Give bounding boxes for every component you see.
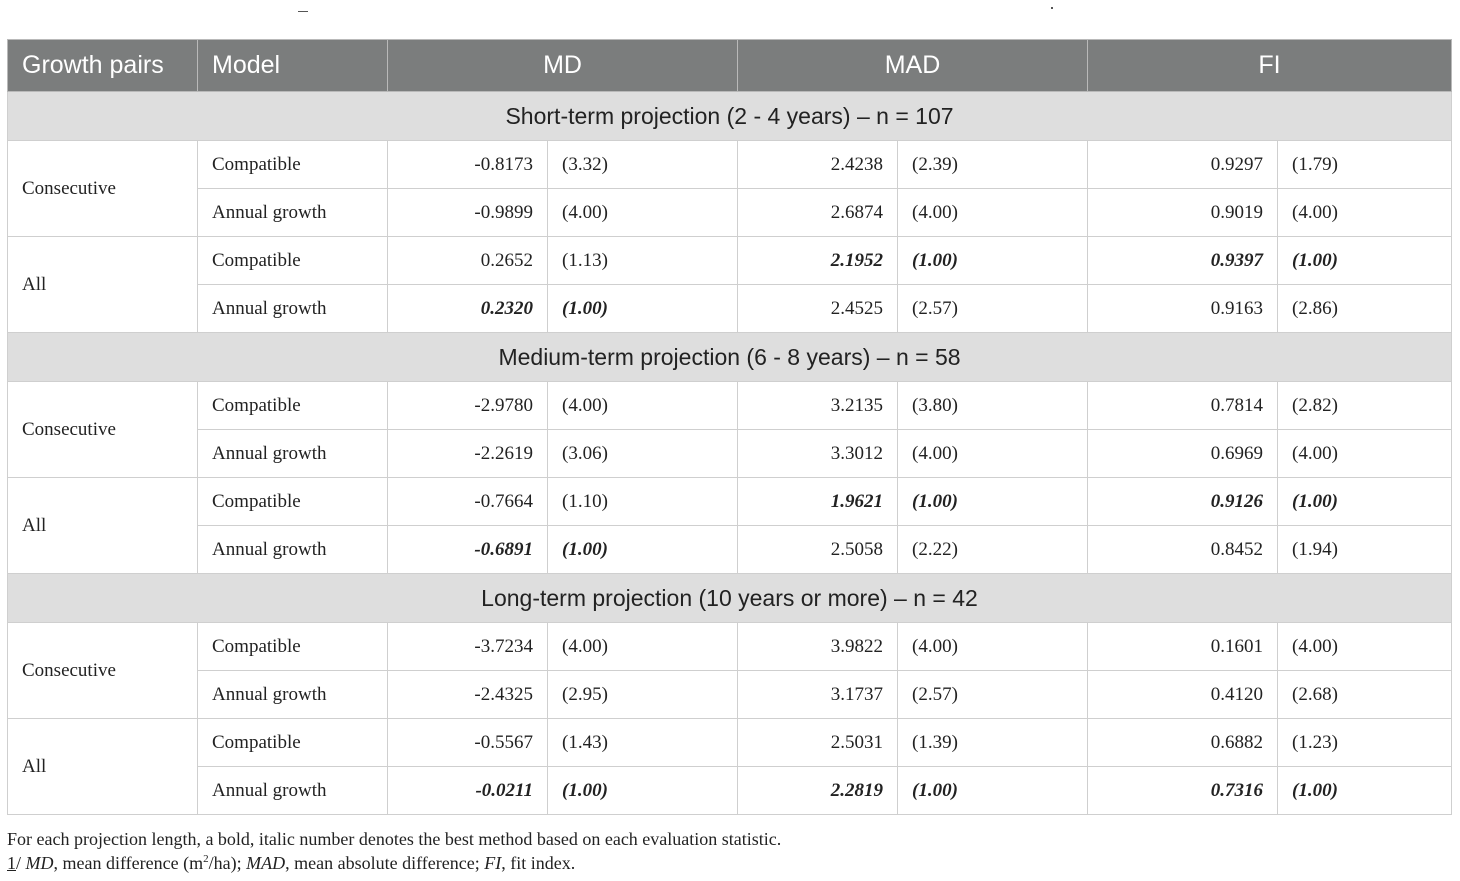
note-md-text: , mean difference (m <box>53 853 204 873</box>
table-row <box>8 526 1452 574</box>
section-row <box>8 574 1452 623</box>
md-value-cell: -3.7234 <box>388 623 548 671</box>
model-cell: Annual growth <box>198 189 388 237</box>
fi-rank-cell: (2.86) <box>1278 285 1452 333</box>
mad-value-cell: 2.2819 <box>738 767 898 815</box>
md-rank-cell: (1.00) <box>548 767 738 815</box>
table-row <box>8 237 1452 285</box>
note-slash: / <box>16 853 26 873</box>
fi-value-cell: 0.8452 <box>1088 526 1278 574</box>
md-value-cell: -0.0211 <box>388 767 548 815</box>
md-value-cell: -2.9780 <box>388 382 548 430</box>
header-mad: MAD <box>738 40 1088 92</box>
header-fi: FI <box>1088 40 1452 92</box>
mad-value-cell: 2.1952 <box>738 237 898 285</box>
fi-rank-cell: (2.82) <box>1278 382 1452 430</box>
mad-rank-cell: (1.00) <box>898 767 1088 815</box>
table-row <box>8 478 1452 526</box>
fi-rank-cell: (4.00) <box>1278 430 1452 478</box>
mad-value-cell: 3.1737 <box>738 671 898 719</box>
table-row <box>8 189 1452 237</box>
md-value-cell: 0.2652 <box>388 237 548 285</box>
mad-rank-cell: (2.39) <box>898 141 1088 189</box>
table-row <box>8 671 1452 719</box>
model-cell: Compatible <box>198 141 388 189</box>
table-notes <box>7 827 781 875</box>
note-md-abbr: MD <box>25 853 54 873</box>
footnote-mark: 1 <box>7 853 16 873</box>
mad-value-cell: 3.3012 <box>738 430 898 478</box>
md-rank-cell: (4.00) <box>548 382 738 430</box>
mad-value-cell: 3.9822 <box>738 623 898 671</box>
md-value-cell: -0.7664 <box>388 478 548 526</box>
model-cell: Annual growth <box>198 671 388 719</box>
md-value-cell: -2.2619 <box>388 430 548 478</box>
model-cell: Compatible <box>198 478 388 526</box>
model-cell: Annual growth <box>198 526 388 574</box>
note-fi-text: , fit index. <box>501 853 576 873</box>
fi-rank-cell: (1.00) <box>1278 767 1452 815</box>
md-value-cell: -0.5567 <box>388 719 548 767</box>
fi-value-cell: 0.6969 <box>1088 430 1278 478</box>
table-row <box>8 623 1452 671</box>
mad-rank-cell: (2.57) <box>898 285 1088 333</box>
table-row <box>8 430 1452 478</box>
header-growth-pairs: Growth pairs <box>8 40 198 92</box>
note-fi-abbr: FI <box>484 853 502 873</box>
note-unit: /ha); <box>208 853 247 873</box>
growth-pair-cell: Consecutive <box>8 141 198 237</box>
fi-value-cell: 0.4120 <box>1088 671 1278 719</box>
mad-rank-cell: (1.00) <box>898 478 1088 526</box>
md-rank-cell: (4.00) <box>548 189 738 237</box>
table-row <box>8 382 1452 430</box>
section-title: Short-term projection (2 - 4 years) – n = 107 <box>8 92 1452 141</box>
section-title: Medium-term projection (6 - 8 years) – n = 58 <box>8 333 1452 382</box>
md-rank-cell: (3.32) <box>548 141 738 189</box>
md-value-cell: 0.2320 <box>388 285 548 333</box>
mad-value-cell: 2.5031 <box>738 719 898 767</box>
mad-rank-cell: (4.00) <box>898 430 1088 478</box>
md-value-cell: -2.4325 <box>388 671 548 719</box>
mad-rank-cell: (1.39) <box>898 719 1088 767</box>
fi-value-cell: 0.6882 <box>1088 719 1278 767</box>
md-rank-cell: (1.00) <box>548 285 738 333</box>
model-cell: Compatible <box>198 382 388 430</box>
mad-value-cell: 3.2135 <box>738 382 898 430</box>
section-title: Long-term projection (10 years or more) – n = 42 <box>8 574 1452 623</box>
md-rank-cell: (4.00) <box>548 623 738 671</box>
md-rank-cell: (3.06) <box>548 430 738 478</box>
top-edge-mark <box>298 11 308 12</box>
mad-rank-cell: (4.00) <box>898 623 1088 671</box>
growth-pair-cell: All <box>8 237 198 333</box>
fi-value-cell: 0.9163 <box>1088 285 1278 333</box>
fi-rank-cell: (4.00) <box>1278 623 1452 671</box>
fi-value-cell: 0.1601 <box>1088 623 1278 671</box>
table-row <box>8 767 1452 815</box>
mad-rank-cell: (3.80) <box>898 382 1088 430</box>
fi-rank-cell: (1.00) <box>1278 478 1452 526</box>
model-cell: Compatible <box>198 623 388 671</box>
fi-rank-cell: (4.00) <box>1278 189 1452 237</box>
note-mad-abbr: MAD <box>246 853 286 873</box>
header-md: MD <box>388 40 738 92</box>
table-body <box>8 92 1452 815</box>
fi-value-cell: 0.9126 <box>1088 478 1278 526</box>
model-cell: Compatible <box>198 237 388 285</box>
note-best-method: For each projection length, a bold, italic number denotes the best method based on each evaluation statistic. <box>7 829 782 849</box>
fi-value-cell: 0.7814 <box>1088 382 1278 430</box>
growth-pair-cell: All <box>8 478 198 574</box>
fi-value-cell: 0.9019 <box>1088 189 1278 237</box>
model-cell: Annual growth <box>198 767 388 815</box>
header-model: Model <box>198 40 388 92</box>
md-value-cell: -0.6891 <box>388 526 548 574</box>
fi-value-cell: 0.7316 <box>1088 767 1278 815</box>
md-value-cell: -0.9899 <box>388 189 548 237</box>
md-value-cell: -0.8173 <box>388 141 548 189</box>
mad-value-cell: 2.4238 <box>738 141 898 189</box>
section-row <box>8 333 1452 382</box>
section-row <box>8 92 1452 141</box>
growth-pair-cell: Consecutive <box>8 382 198 478</box>
table-row <box>8 719 1452 767</box>
fi-value-cell: 0.9297 <box>1088 141 1278 189</box>
md-rank-cell: (1.43) <box>548 719 738 767</box>
fi-rank-cell: (1.79) <box>1278 141 1452 189</box>
mad-value-cell: 2.6874 <box>738 189 898 237</box>
md-rank-cell: (1.00) <box>548 526 738 574</box>
table-header-row <box>8 40 1452 92</box>
fi-rank-cell: (1.23) <box>1278 719 1452 767</box>
mad-rank-cell: (2.57) <box>898 671 1088 719</box>
model-cell: Annual growth <box>198 430 388 478</box>
mad-value-cell: 1.9621 <box>738 478 898 526</box>
note-abbreviations <box>7 851 781 875</box>
model-cell: Annual growth <box>198 285 388 333</box>
fi-value-cell: 0.9397 <box>1088 237 1278 285</box>
note-exponent: 2 <box>203 853 209 865</box>
mad-value-cell: 2.5058 <box>738 526 898 574</box>
model-cell: Compatible <box>198 719 388 767</box>
md-rank-cell: (1.13) <box>548 237 738 285</box>
note-mad-text: , mean absolute difference; <box>285 853 485 873</box>
growth-pair-cell: All <box>8 719 198 815</box>
mad-rank-cell: (4.00) <box>898 189 1088 237</box>
growth-pair-cell: Consecutive <box>8 623 198 719</box>
results-table <box>7 39 1452 815</box>
md-rank-cell: (1.10) <box>548 478 738 526</box>
md-rank-cell: (2.95) <box>548 671 738 719</box>
table-row <box>8 285 1452 333</box>
fi-rank-cell: (2.68) <box>1278 671 1452 719</box>
top-edge-dot <box>1051 7 1053 9</box>
fi-rank-cell: (1.94) <box>1278 526 1452 574</box>
mad-rank-cell: (2.22) <box>898 526 1088 574</box>
fi-rank-cell: (1.00) <box>1278 237 1452 285</box>
mad-value-cell: 2.4525 <box>738 285 898 333</box>
table-row <box>8 141 1452 189</box>
mad-rank-cell: (1.00) <box>898 237 1088 285</box>
